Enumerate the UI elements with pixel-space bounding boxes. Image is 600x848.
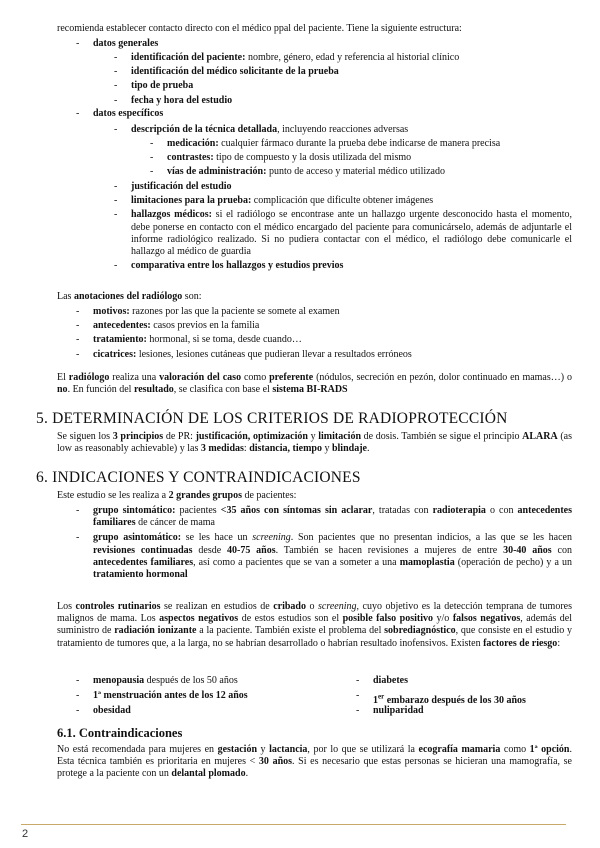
factores-riesgo-list: [76, 675, 573, 718]
list-item: - cicatrices: lesiones, lesiones cutáneas que pudieran llevar a resultados erróneos: [76, 348, 412, 360]
intro-paragraph: recomienda establecer contacto directo con el médico ppal del paciente. Tiene la siguiente estructura:: [57, 23, 462, 34]
section-6-intro: Este estudio se les realiza a 2 grandes grupos de pacientes:: [57, 490, 297, 501]
grupos-list: [76, 505, 572, 581]
list-item: - identificación del médico solicitante de la prueba: [114, 66, 339, 78]
list-item: - antecedentes: casos previos en la familia: [76, 320, 260, 332]
list-item: - 1ª menstruación antes de los 12 años - 1er embarazo después de los 30 años: [76, 690, 526, 706]
list-item: - menopausia después de los 50 años - diabetes: [76, 675, 408, 686]
valoracion-paragraph: El radiólogo realiza una valoración del caso como preferente (nódulos, secreción en pezón, dolor continuado en mamas…) o no. En función del resultado, se clasifica con base el sistema BI-RADS: [57, 372, 573, 396]
datos-generales-list: [114, 52, 572, 107]
list-item: - justificación del estudio: [114, 181, 232, 192]
list-item: - identificación del paciente: nombre, género, edad y referencia al historial clínico: [114, 52, 460, 63]
list-item: - tipo de prueba: [114, 80, 194, 92]
anotaciones-intro: Las anotaciones del radiólogo son:: [57, 291, 202, 302]
list-item: - fecha y hora del estudio: [114, 94, 233, 106]
list-item: - limitaciones para la prueba: complicación que dificulte obtener imágenes: [114, 195, 434, 207]
list-item: - descripción de la técnica detallada, incluyendo reacciones adversas: [114, 124, 409, 135]
list-item: - datos específicos: [76, 108, 164, 119]
section-6-heading: 6. INDICACIONES Y CONTRAINDICACIONES: [36, 469, 361, 486]
list-item: - grupo sintomático: pacientes <35 años con síntomas sin aclarar, tratadas con radioterapia o con antecedentes familiares de cáncer de mama: [76, 505, 572, 529]
list-item: - motivos: razones por las que la paciente se somete al examen: [76, 306, 340, 317]
list-item: - contrastes: tipo de compuesto y la dosis utilizada del mismo: [150, 152, 412, 164]
structure-list: [76, 108, 572, 120]
list-item: - datos generales: [76, 38, 159, 49]
list-item: - obesidad - nuliparidad: [76, 705, 424, 717]
list-item: - comparativa entre los hallazgos y estudios previos: [114, 260, 344, 272]
section-6-1-paragraph: No está recomendada para mujeres en gestación y lactancia, por lo que se utilizará la ecografía mamaria como 1ª opción. Esta técnica también es prioritaria en mujeres < 30 años. Si es necesario que estas personas se hicieran una mamografía, se protege a la paciente con un delantal plomado.: [57, 744, 572, 780]
structure-list: [76, 38, 572, 50]
list-item: - vías de administración: punto de acceso y material médico utilizado: [150, 166, 445, 178]
datos-especificos-list: [114, 124, 572, 136]
section-5-paragraph: Se siguen los 3 principios de PR: justificación, optimización y limitación de dosis. También se sigue el principio ALARA (as low as reasonably achievable) y las 3 medidas: distancia, tiempo y blindaje.: [57, 431, 573, 455]
datos-especificos-list-cont: [114, 181, 573, 272]
page-number: 2: [22, 828, 29, 840]
list-item: - grupo asintomático: se les hace un screening. Son pacientes que no presentan indicios, a las que se les hacen revisiones continuadas desde 40-75 años. También se hacen revisiones a mujeres de entre 30-40 años con antecedentes familiares, así como a pacientes que se van a someter a una mamoplastia (operación de pecho) y a un tratamiento hormonal: [76, 532, 572, 581]
anotaciones-list: [76, 306, 572, 361]
footer-divider: [21, 824, 566, 825]
descripcion-sublist: [150, 138, 572, 179]
section-5-heading: 5. DETERMINACIÓN DE LOS CRITERIOS DE RADIOPROTECCIÓN: [36, 410, 508, 427]
section-6-1-heading: 6.1. Contraindicaciones: [57, 726, 183, 740]
controles-paragraph: Los controles rutinarios se realizan en estudios de cribado o screening, cuyo objetivo es la detección temprana de tumores malignos de mama. Los aspectos negativos de estos estudios son el posible falso positivo y/o falsos negativos, además del suministro de radiación ionizante a la paciente. También existe el problema del sobrediagnóstico, que consiste en el estudio y tratamiento de tumores que, a la larga, no se habrían desarrollado o habrían resultado inofensivos. Existen factores de riesgo:: [57, 601, 573, 649]
list-item: - medicación: cualquier fármaco durante la prueba debe indicarse de manera precisa: [150, 138, 501, 149]
list-item: - hallazgos médicos: si el radiólogo se encontrase ante un hallazgo urgente desconocido hasta el momento, debe ponerse en contacto con el médico encargado del paciente para comunicárselo, además de adjuntarle el informe radiológico realizado. Si no pudiera contactar con el médico, el radiólogo debe comunicarle el hallazgo al médico de guardia: [114, 209, 573, 258]
list-item: - tratamiento: hormonal, si se toma, desde cuando…: [76, 334, 302, 346]
